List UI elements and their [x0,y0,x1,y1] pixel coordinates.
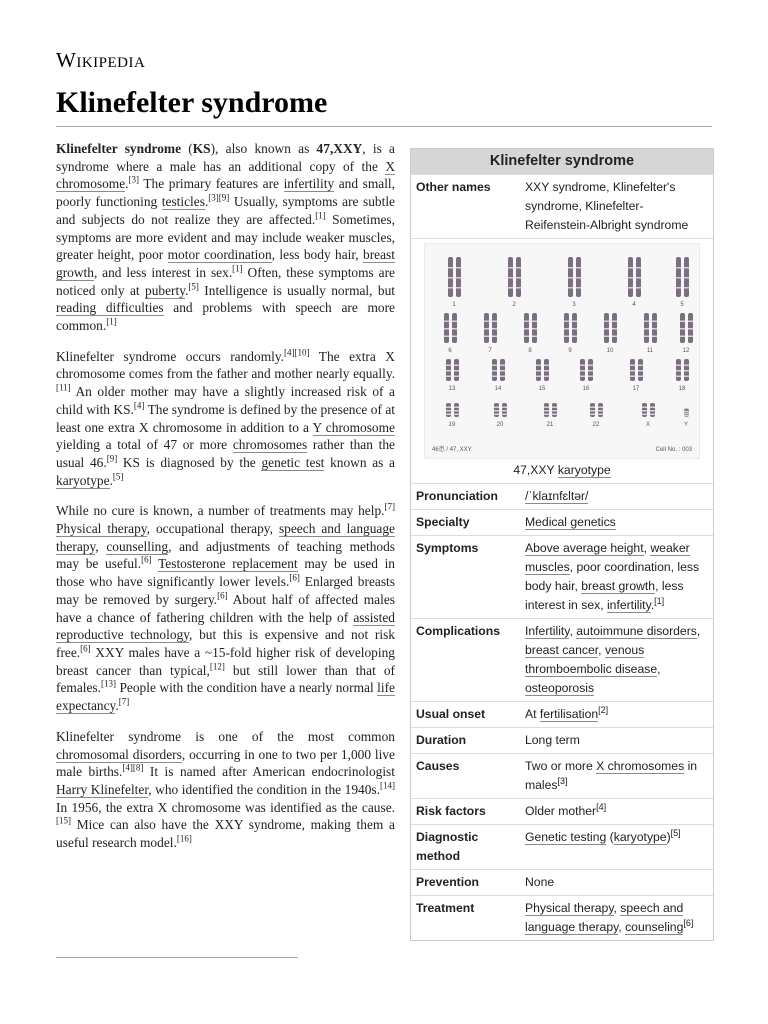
citation-ref[interactable]: [1] [315,210,326,221]
chromosome-band [572,321,577,323]
infobox-rows [411,483,713,940]
link-counselling[interactable]: counselling [106,538,169,554]
infobox-value: None [525,875,555,889]
chromosome-band [576,267,581,269]
lead-paragraph-3: While no cure is known, a number of treatments may help.[7] Physical therapy, occupational therapy, speech and language therapy, counselling, and adjustments of teaching methods may be useful.[6] Testosterone replacement may be used in those who have significantly lower levels.[6] Enlarged breasts may be removed by surgery.[6] About half of affected males have a chance of fathering children with the help of assisted reproductive technology, but this is expensive and not risk free.[6] XXY males have a ~15-fold higher risk of developing breast cancer than typical,[12] but still lower than that of females.[13] People with the condition have a nearly normal life expectancy.[7] [56,501,396,714]
citation-ref[interactable]: [7] [384,501,395,512]
chromosome-band [446,376,451,378]
citation-ref[interactable]: [7] [118,696,130,707]
infobox-row-prevention [411,869,713,895]
link-infertility[interactable]: infertility [606,598,651,612]
link-chromosomal-disorders[interactable]: chromosomal disorders [56,746,182,762]
bold-term: 47,XXY [316,141,363,156]
citation-ref[interactable]: [2] [598,704,609,715]
link-genetic-test[interactable]: genetic test [261,454,325,470]
chromosome-band [502,407,507,409]
chromosome-band [446,407,451,409]
chromosome-band [500,365,505,367]
link-venous-thromboembolic-disease[interactable]: venous thromboembolic disease [525,643,658,676]
chromosome-band [456,277,461,279]
infobox-row-usual-onset [411,701,713,727]
infobox-label: Prevention [416,875,479,889]
chromosome-band [572,328,577,330]
chromosome-band [492,336,497,338]
chromosome-band [444,336,449,338]
citation-ref[interactable]: [15] [56,815,71,826]
chromosome-label: 22 [592,422,600,428]
article-body [56,140,395,865]
infobox-value: Physical therapy, speech and language therapy, counseling[6] [525,901,694,934]
chromosome-label: 5 [680,302,684,308]
infobox-value: Older mother[4] [525,801,607,818]
chromosome-band [636,287,641,289]
chromosome-band [638,376,643,378]
chromosome-band [612,328,617,330]
chromosome-band [446,370,451,372]
link-fertilisation[interactable]: fertilisation [539,707,599,721]
chromosome-band [676,267,681,269]
link-x-chromosome[interactable]: X chromosome [56,158,395,192]
citation-ref[interactable]: [5] [112,471,124,482]
link-medical-genetics[interactable]: Medical genetics [525,515,616,529]
chromosome-band [638,370,643,372]
chromosome-band [684,413,689,415]
chromosome-band [516,287,521,289]
infobox-value: Long term [525,733,580,747]
chromosome-band [454,414,459,416]
chromosome-band [448,287,453,289]
citation-ref[interactable]: [1] [654,595,665,606]
infobox-value: Two or more X chromosomes in males[3] [525,759,698,792]
link-karyotype[interactable]: karyotype [613,830,667,844]
link-speech-and-language-therapy[interactable]: speech and language therapy [525,901,684,934]
chromosome-band [630,370,635,372]
caption-link-karyotype[interactable]: karyotype [557,463,611,477]
chromosome-band [508,287,513,289]
chromosome-band [492,376,497,378]
chromosome-label: 14 [494,386,502,392]
link-osteoporosis[interactable]: osteoporosis [525,681,595,695]
chromosome-band [598,410,603,412]
chromosome-band [446,410,451,412]
chromosome-band [684,415,689,417]
chromosome-band [650,407,655,409]
chromosome-band [652,321,657,323]
chromosome-band [532,328,537,330]
chromosome-band [684,287,689,289]
chromosome-band [680,321,685,323]
chromosome-band [484,336,489,338]
infobox-label: Causes [416,759,460,773]
chromosome-label: 19 [448,422,456,428]
infobox-row-specialty [411,509,713,535]
link-testicles[interactable]: testicles [161,194,205,210]
chromosome-label: 6 [448,348,452,354]
link-infertility[interactable]: infertility [283,176,335,192]
link-life-expectancy[interactable]: life expectancy [56,680,395,714]
link-speech-and-language-therapy[interactable]: speech and language therapy [56,521,395,554]
chromosome-band [456,267,461,269]
chromosome-band [484,321,489,323]
chromosome-band [444,321,449,323]
citation-ref[interactable]: [9] [106,453,118,464]
link-reading-difficulties[interactable]: reading difficulties [56,300,164,316]
infobox-value: Infertility, autoimmune disorders, breast cancer, venous thromboembolic disease, osteoporosis [525,624,701,695]
bold-term: Klinefelter syndrome [56,141,182,156]
image-caption [411,459,713,483]
chromosome-band [448,267,453,269]
chromosome-band [454,376,459,378]
chromosome-band [612,336,617,338]
citation-ref[interactable]: [13] [100,678,116,689]
chromosome-band [652,336,657,338]
chromosome-band [568,287,573,289]
chromosome-band [564,321,569,323]
citation-ref[interactable]: [12] [209,661,225,672]
chromosome-band [628,287,633,289]
chromosome-band [688,336,693,338]
chromosome-band [544,365,549,367]
citation-ref[interactable]: [5] [670,827,681,838]
chromosome-band [588,376,593,378]
link-breast-growth[interactable]: breast growth [581,579,656,593]
chromosome-band [628,277,633,279]
section-divider [56,957,298,958]
chromosome-label: 16 [582,386,590,392]
chromosome-band [580,376,585,378]
infobox-label: Specialty [416,515,470,529]
chromosome-band [628,267,633,269]
infobox-label: Symptoms [416,541,479,555]
chromosome-band [448,277,453,279]
chromosome-band [568,267,573,269]
chromosome-band [652,328,657,330]
infobox-row-symptoms [411,535,713,618]
link-physical-therapy[interactable]: Physical therapy [56,521,147,537]
chromosome-band [580,370,585,372]
chromosome-band [492,321,497,323]
chromosome-label: 13 [448,386,456,392]
infobox-label: Duration [416,733,467,747]
chromosome-label: 3 [572,302,576,308]
link-genetic-testing[interactable]: Genetic testing [525,830,607,844]
chromosome-band [572,336,577,338]
chromosome-band [650,410,655,412]
infobox-row-causes [411,753,713,798]
chromosome-label: 4 [632,302,636,308]
chromosome-band [452,336,457,338]
infobox-label: Pronunciation [416,489,498,503]
chromosome-band [524,321,529,323]
infobox-label: Risk factors [416,804,486,818]
chromosome-band [494,414,499,416]
infobox-label: Diagnostic method [416,830,479,863]
chromosome-band [452,321,457,323]
infobox-label: Treatment [416,901,475,915]
karyotype-background [424,243,700,459]
chromosome-band [638,365,643,367]
chromosome-band [536,370,541,372]
chromosome-band [590,414,595,416]
chromosome-band [676,376,681,378]
infobox-value [525,513,708,532]
chromosome-band [642,407,647,409]
chromosome-band [508,267,513,269]
citation-ref[interactable]: [14] [380,780,395,791]
chromosome-band [544,410,549,412]
chromosome-band [456,287,461,289]
link-chromosomes[interactable]: chromosomes [232,437,308,453]
chromosome-band [454,370,459,372]
chromosome-band [524,328,529,330]
link-above-average-height[interactable]: Above average height [525,541,644,555]
chromosome-band [644,321,649,323]
infobox-label: Usual onset [416,707,486,721]
infobox-label: Complications [416,624,500,638]
chromosome-band [576,287,581,289]
citation-ref[interactable]: [6] [141,555,152,565]
chromosome-band [684,376,689,378]
chromosome-label: 15 [538,386,546,392]
lead-paragraph-2: Klinefelter syndrome occurs randomly.[4][10] The extra X chromosome comes from the father and mother nearly equally.[11] An older mother may have a slightly increased risk of a child with KS.[4] The syndrome is defined by the presence of at least one extra X chromosome in addition to a Y chromosome yielding a total of 47 or more chromosomes rather than the usual 46.[9] KS is diagnosed by the genetic test known as a karyotype.[5] [56,347,396,488]
infobox-row-treatment [411,895,713,940]
chromosome-band [630,365,635,367]
chromosome-band [636,267,641,269]
chromosome-band [598,407,603,409]
chromosome-band [636,277,641,279]
chromosome-band [494,410,499,412]
chromosome-band [552,410,557,412]
page-title: Klinefelter syndrome [56,86,328,119]
chromosome-band [552,414,557,416]
chromosome-band [568,277,573,279]
link-puberty[interactable]: puberty [145,282,186,298]
citation-ref[interactable]: [6] [289,572,300,583]
chromosome-band [446,414,451,416]
chromosome-band [598,414,603,416]
chromosome-band [484,328,489,330]
chromosome-band [492,365,497,367]
chromosome-band [644,328,649,330]
chromosome-band [680,336,685,338]
chromosome-band [536,365,541,367]
karyotype-image-cell [411,238,713,483]
link-y-chromosome[interactable]: Y chromosome [312,419,395,435]
chromosome-band [502,410,507,412]
chromosome-band [532,321,537,323]
title-divider [56,126,712,127]
chromosome-band [492,370,497,372]
chromosome-band [604,336,609,338]
chromosome-band [524,336,529,338]
bold-term: KS [192,141,211,156]
citation-ref[interactable]: [3] [557,775,568,786]
chromosome-label: 2 [512,302,516,308]
chromosome-label: 10 [606,348,614,354]
citation-ref[interactable]: [4][10] [284,347,310,358]
chromosome-band [544,376,549,378]
chromosome-band [688,321,693,323]
chromosome-band [604,321,609,323]
chromosome-band [532,336,537,338]
link-physical-therapy[interactable]: Physical therapy [525,901,614,915]
infobox-row-duration [411,727,713,753]
chromosome-band [676,370,681,372]
chromosome-band [684,267,689,269]
link-x-chromosomes[interactable]: X chromosomes [596,759,685,773]
chromosome-band [544,414,549,416]
chromosome-band [564,336,569,338]
chromosome-band [544,407,549,409]
chromosome-band [454,410,459,412]
link-breast-growth[interactable]: breast growth [56,247,395,280]
infobox-row-pronunciation [411,483,713,509]
karyotype-image[interactable] [424,243,700,459]
citation-ref[interactable]: [4] [596,801,607,812]
chromosome-band [580,365,585,367]
chromosome-label: 21 [546,422,554,428]
citation-ref[interactable]: [11] [56,382,71,393]
link-weaker-muscles[interactable]: weaker muscles [525,541,690,574]
chromosome-band [516,277,521,279]
chromosome-band [576,277,581,279]
infobox-row-diagnostic-method [411,824,713,869]
chromosome-band [604,328,609,330]
chromosome-label: Y [683,422,689,428]
citation-ref[interactable]: [4] [133,400,145,411]
chromosome-band [630,376,635,378]
infobox [410,148,714,941]
chromosome-band [454,407,459,409]
chromosome-band [590,407,595,409]
link-motor-coordination[interactable]: motor coordination [167,247,272,263]
wikipedia-wordmark[interactable]: Wikipedia [56,48,146,72]
infobox-row-complications [411,618,713,701]
link-counseling[interactable]: counseling [625,920,684,934]
chromosome-band [680,328,685,330]
chromosome-band [650,414,655,416]
chromosome-label: 7 [488,348,492,354]
chromosome-band [642,410,647,412]
chromosome-label: 9 [568,348,572,354]
link-karyotype[interactable]: karyotype [56,472,110,488]
chromosome-label: 8 [528,348,532,354]
link-infertility[interactable]: Infertility [525,624,570,638]
infobox-value: At fertilisation[2] [525,704,609,721]
link-breast-cancer[interactable]: breast cancer [525,643,599,657]
infobox-title: Klinefelter syndrome [411,149,713,174]
chromosome-band [446,365,451,367]
chromosome-band [676,365,681,367]
chromosome-band [564,328,569,330]
chromosome-band [494,407,499,409]
chromosome-band [688,328,693,330]
chromosome-label: X [645,422,651,428]
citation-ref[interactable]: [5] [188,281,199,292]
chromosome-band [500,370,505,372]
chromosome-band [684,370,689,372]
chromosome-band [676,287,681,289]
infobox-value: Genetic testing (karyotype)[5] [525,827,681,844]
citation-ref[interactable]: [16] [176,833,192,844]
chromosome-band [684,365,689,367]
citation-ref[interactable]: [3] [128,174,140,185]
chromosome-band [502,414,507,416]
infobox-row-other-names [411,174,713,238]
citation-ref[interactable]: [6] [80,643,91,654]
citation-ref[interactable]: [3][9] [208,192,230,203]
infobox-row-risk-factors [411,798,713,824]
chromosome-band [454,365,459,367]
citation-ref[interactable]: [1] [232,263,243,274]
chromosome-band [452,328,457,330]
link-testosterone-replacement[interactable]: Testosterone replacement [158,556,298,572]
link-autoimmune-disorders[interactable]: autoimmune disorders [576,624,697,638]
chromosome-label: 11 [646,348,654,354]
chromosome-band [590,410,595,412]
chromosome-label: 18 [678,386,686,392]
karyotype-footer-right: Cell No. : 003 [655,447,692,453]
infobox-value: XXY syndrome, Klinefelter's syndrome, Klinefelter-Reifenstein-Albright syndrome [525,180,689,232]
chromosome-band [500,376,505,378]
link-harry-klinefelter[interactable]: Harry Klinefelter [56,781,149,797]
chromosome-band [612,321,617,323]
chromosome-label: 1 [452,302,456,308]
chromosome-band [508,277,513,279]
chromosome-band [588,365,593,367]
chromosome-band [642,414,647,416]
karyotype-footer-left: 46患 / 47, XXY [432,447,472,453]
chromosome-band [684,277,689,279]
chromosome-band [552,407,557,409]
chromosome-label: 12 [682,348,690,354]
chromosome-band [676,277,681,279]
chromosome-band [544,370,549,372]
citation-ref[interactable]: [4][8] [122,762,144,773]
chromosome-band [444,328,449,330]
chromosome-band [492,328,497,330]
chromosome-label: 20 [496,422,504,428]
lead-paragraph-4: Klinefelter syndrome is one of the most common chromosomal disorders, occurring in one to two per 1,000 live male births.[4][8] It is named after American endocrinologist Harry Klinefelter, who identified the condition in the 1940s.[14] In 1956, the extra X chromosome was identified as the cause.[15] Mice can also have the XXY syndrome, making them a useful research model.[16] [56,728,396,851]
link-kla-nf-lt-r[interactable]: /ˈklaɪnfɛltər/ [525,489,589,503]
chromosome-band [644,336,649,338]
infobox-value: Above average height, weaker muscles, poor coordination, less body hair, breast growth, less interest in sex, infertility.[1] [525,541,700,612]
infobox-value [525,487,708,506]
infobox-label: Other names [416,180,491,194]
citation-ref[interactable]: [6] [683,917,694,928]
lead-paragraph-1: Klinefelter syndrome (KS), also known as 47,XXY, is a syndrome where a male has an additional copy of the X chromosome.[3] The primary features are infertility and small, poorly functioning testicles.[3][9] Usually, symptoms are subtle and subjects do not realize they are affected.[1] Sometimes, symptoms are more evident and may include weaker muscles, greater height, poor motor coordination, less body hair, breast growth, and less interest in sex.[1] Often, these symptoms are noticed only at puberty.[5] Intelligence is usually normal, but reading difficulties and problems with speech are more common.[1] [56,141,395,334]
caption-text: 47,XXY [513,463,558,477]
chromosome-band [684,411,689,413]
chromosome-label: 17 [632,386,640,392]
link-assisted-reproductive-technology[interactable]: assisted reproductive technology [56,609,395,643]
citation-ref[interactable]: [6] [217,590,228,601]
chromosome-band [588,370,593,372]
chromosome-band [516,267,521,269]
citation-ref[interactable]: [1] [106,316,117,327]
chromosome-band [536,376,541,378]
